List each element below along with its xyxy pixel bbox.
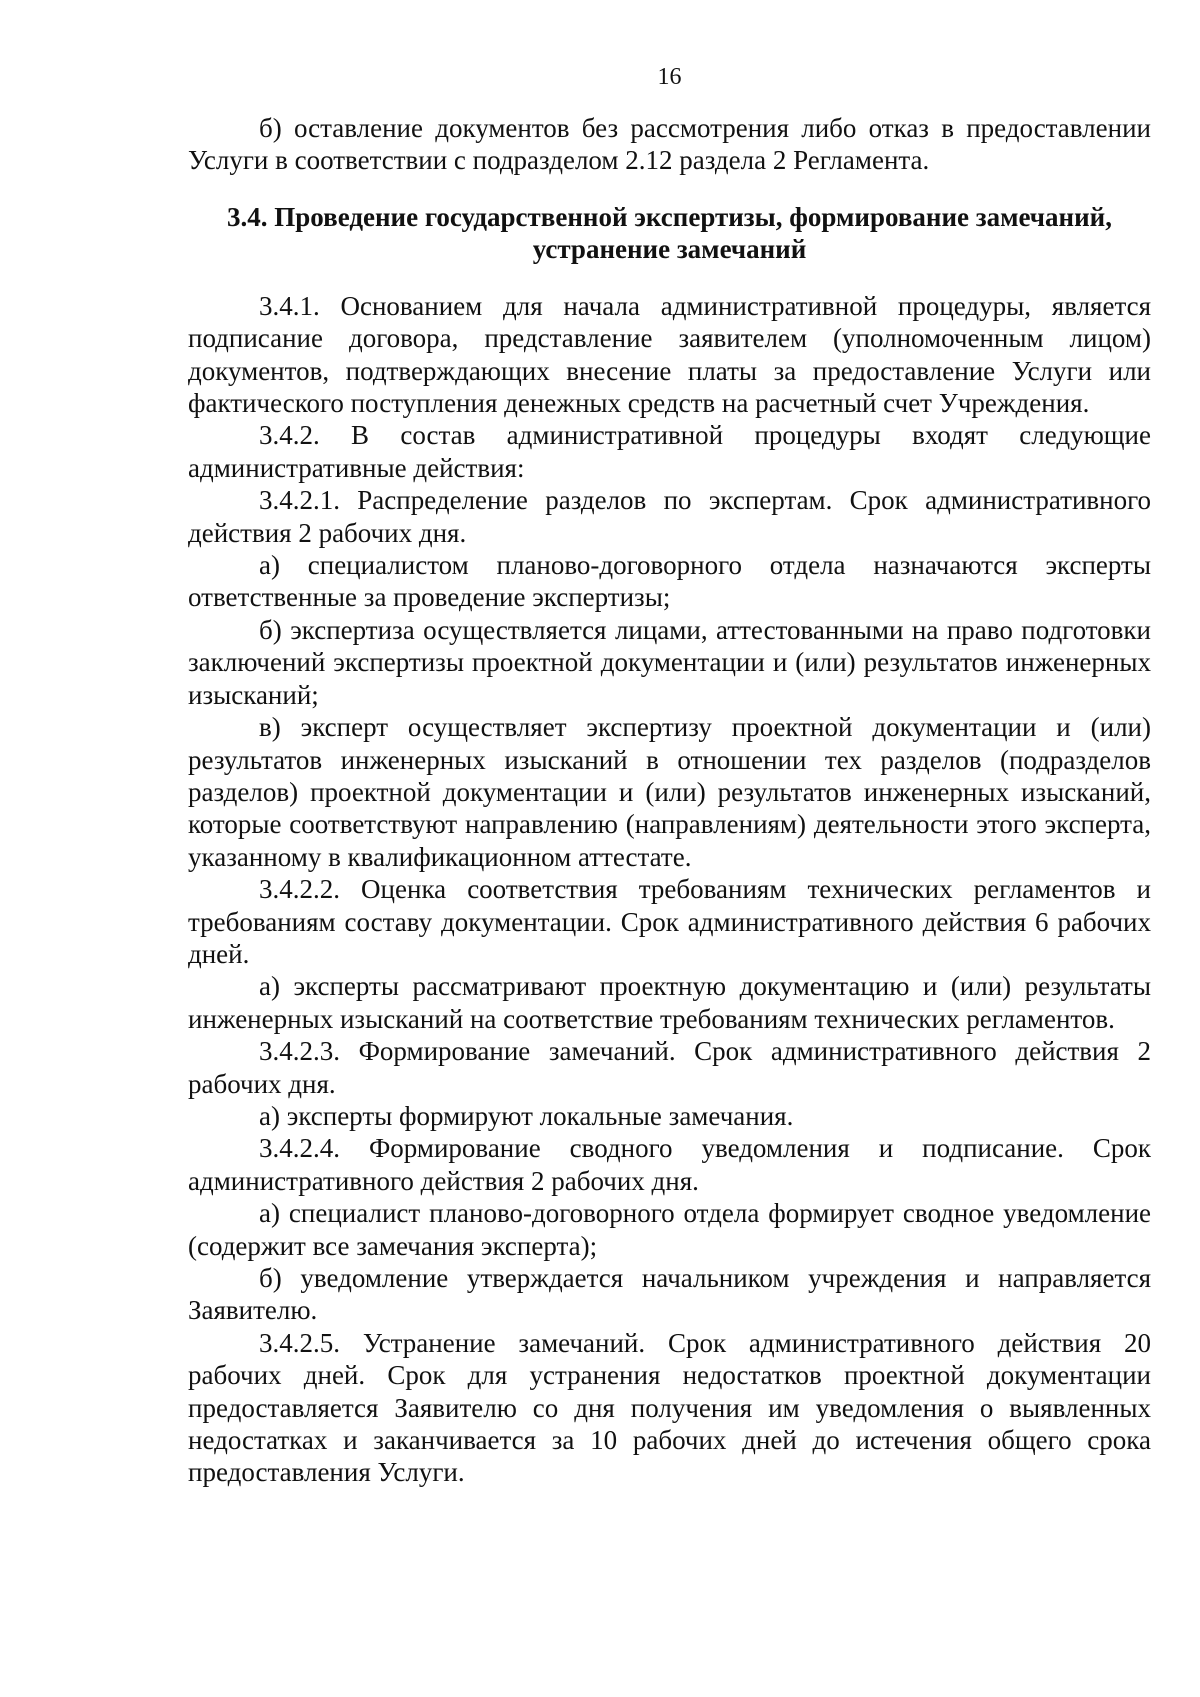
list-item-b: б) уведомление утверждается начальником учреждения и направляется Заявителю. <box>188 1263 1151 1326</box>
list-item-a: а) эксперты формируют локальные замечания. <box>259 1100 794 1131</box>
paragraph-3-4-2-2: 3.4.2.2. Оценка соответствия требованиям технических регламентов и требованиям составу документации. Срок административного действия 6 рабочих дней. <box>188 874 1151 969</box>
paragraph-3-4-1: 3.4.1. Основанием для начала административной процедуры, является подписание договора, представление заявителем (уполномоченным лицом) документов, подтверждающих внесение платы за предоставление Услуги или фактического поступления денежных средств на расчетный счет Учреждения. <box>188 290 1151 419</box>
list-item-a: а) эксперты рассматривают проектную документацию и (или) результаты инженерных изысканий на соответствие требованиям технических регламентов. <box>188 971 1151 1034</box>
paragraph-3-4-2-5: 3.4.2.5. Устранение замечаний. Срок административного действия 20 рабочих дней. Срок для устранения недостатков проектной документации предоставляется Заявителю со дня получения им уведомления о выявленных недостатках и заканчивается за 10 рабочих дней до истечения общего срока предоставления Услуги. <box>188 1327 1151 1488</box>
document-page <box>188 62 1151 1489</box>
list-item-a: а) специалистом планово-договорного отдела назначаются эксперты ответственные за проведение экспертизы; <box>188 550 1151 613</box>
list-item-a: а) специалист планово-договорного отдела формирует сводное уведомление (содержит все замечания эксперта); <box>188 1198 1151 1261</box>
page-number: 16 <box>657 64 682 90</box>
paragraph-3-4-2-4: 3.4.2.4. Формирование сводного уведомления и подписание. Срок административного действия 2 рабочих дня. <box>188 1133 1151 1196</box>
paragraph-3-4-2: 3.4.2. В состав административной процедуры входят следующие административные действия: <box>188 420 1151 483</box>
section-body <box>188 290 1151 1489</box>
intro-paragraph: б) оставление документов без рассмотрения либо отказ в предоставлении Услуги в соответствии с подразделом 2.12 раздела 2 Регламента. <box>188 113 1151 176</box>
list-item-v: в) эксперт осуществляет экспертизу проектной документации и (или) результатов инженерных изысканий в отношении тех разделов (подразделов разделов) проектной документации и (или) результатов инженерных изысканий, которые соответствуют направлению (направлениям) деятельности этого эксперта, указанному в квалификационном аттестате. <box>188 712 1151 872</box>
paragraph-3-4-2-1: 3.4.2.1. Распределение разделов по экспертам. Срок административного действия 2 рабочих дня. <box>188 485 1151 548</box>
paragraph-3-4-2-3: 3.4.2.3. Формирование замечаний. Срок административного действия 2 рабочих дня. <box>188 1036 1151 1099</box>
list-item-b: б) экспертиза осуществляется лицами, аттестованными на право подготовки заключений экспертизы проектной документации и (или) результатов инженерных изысканий; <box>188 614 1151 710</box>
section-heading-line-1: 3.4. Проведение государственной экспертизы, формирование замечаний, <box>227 201 1112 232</box>
section-heading-line-2: устранение замечаний <box>532 234 807 265</box>
section-heading <box>188 201 1151 266</box>
